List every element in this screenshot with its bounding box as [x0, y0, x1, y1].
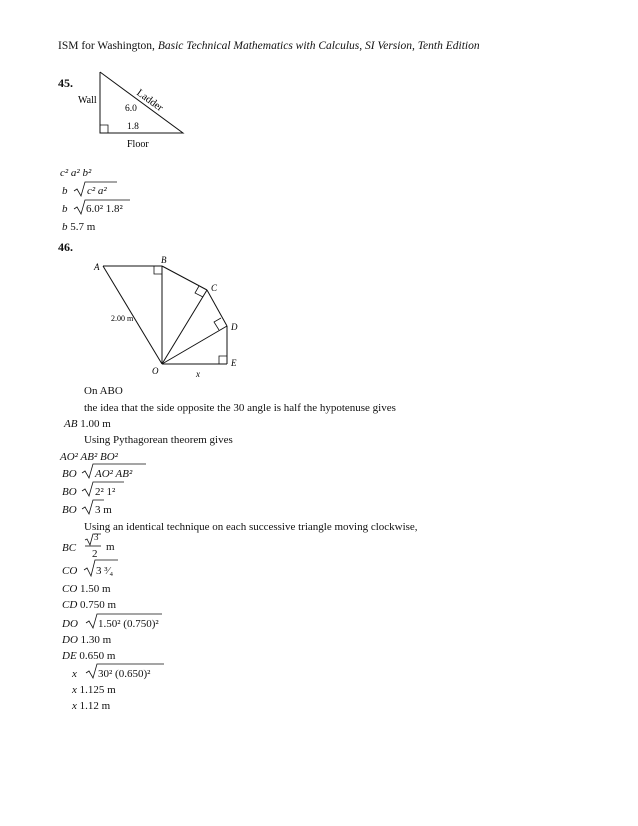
- hyp-value: 6.0: [125, 104, 137, 114]
- point-o-label: O: [152, 366, 159, 376]
- point-c-label: C: [211, 283, 218, 293]
- problem-45-number: 45.: [58, 76, 73, 90]
- floor-label: Floor: [127, 139, 149, 150]
- do1-rad: 1.50² (0.750)²: [98, 618, 159, 630]
- ladder-diagram: [0, 0, 638, 160]
- bo1-var: BO: [62, 468, 77, 480]
- de-val: 0.650 m: [79, 650, 116, 662]
- length-label: 2.00 m: [111, 314, 134, 323]
- bc-den: 2: [92, 548, 98, 560]
- eq-45-4-var: b: [62, 221, 68, 233]
- x3-var: x: [72, 700, 77, 712]
- text-46-2: the idea that the side opposite the 30 angle is half the hypotenuse gives: [84, 402, 396, 414]
- text-46-1: On ABO: [84, 385, 123, 397]
- ladder-label: Ladder: [134, 87, 165, 114]
- point-d-label: D: [231, 322, 238, 332]
- eq-45-3-rad: 6.0² 1.8²: [86, 203, 123, 215]
- eq-45-1: c² a² b²: [60, 167, 92, 179]
- bc-var: BC: [62, 542, 77, 554]
- point-a-label: A: [94, 262, 100, 272]
- point-e-label: E: [231, 358, 237, 368]
- do1-var: DO: [62, 618, 78, 630]
- cd-var: CD: [62, 599, 78, 611]
- eq-45-2-rad: c² a²: [87, 185, 107, 197]
- ab-var: AB: [64, 418, 78, 430]
- text-46-3: Using Pythagorean theorem gives: [84, 434, 233, 446]
- eq-45-3-var: b: [62, 203, 68, 215]
- point-b-label: B: [161, 255, 167, 265]
- bo3-unit: m: [103, 504, 112, 516]
- de-var: DE: [62, 650, 77, 662]
- bc-unit: m: [106, 541, 115, 553]
- ab-val: 1.00 m: [80, 418, 111, 430]
- header-title: Basic Technical Mathematics with Calculus, SI Version, Tenth Edition: [157, 40, 480, 52]
- x-label: x: [196, 369, 200, 379]
- co2-val: 1.50 m: [80, 583, 111, 595]
- bo3-rad: 3: [95, 504, 101, 516]
- x1-rad: 30² (0.650)²: [98, 668, 151, 680]
- bo2-var: BO: [62, 486, 77, 498]
- co1-rad: 3 ³⁄₄: [96, 565, 114, 577]
- do2-var: DO: [62, 634, 78, 646]
- triangle-spiral-diagram: [0, 250, 638, 380]
- x3-val: 1.12 m: [79, 700, 111, 712]
- wall-label: Wall: [78, 95, 97, 106]
- text-46-4: Using an identical technique on each successive triangle moving clockwise,: [84, 521, 418, 533]
- x2-val: 1.125 m: [79, 684, 116, 696]
- base-value: 1.8: [127, 122, 139, 132]
- co1-var: CO: [62, 565, 78, 577]
- header-prefix: ISM for Washington,: [58, 40, 158, 52]
- bo3-var: BO: [62, 504, 77, 516]
- eq-45-2-var: b: [62, 185, 68, 197]
- eq-45-4-val: 5.7 m: [70, 221, 96, 233]
- cd-val: 0.750 m: [80, 599, 117, 611]
- do2-val: 1.30 m: [80, 634, 112, 646]
- ao-eq: AO² AB² BO²: [60, 451, 118, 463]
- bo1-rad: AO² AB²: [95, 468, 133, 480]
- x2-var: x: [72, 684, 77, 696]
- x1-var: x: [72, 668, 77, 680]
- bc-num: 3: [94, 532, 99, 542]
- bo2-rad: 2² 1²: [95, 486, 116, 498]
- co2-var: CO: [62, 583, 78, 595]
- problem-46-number: 46.: [58, 240, 73, 254]
